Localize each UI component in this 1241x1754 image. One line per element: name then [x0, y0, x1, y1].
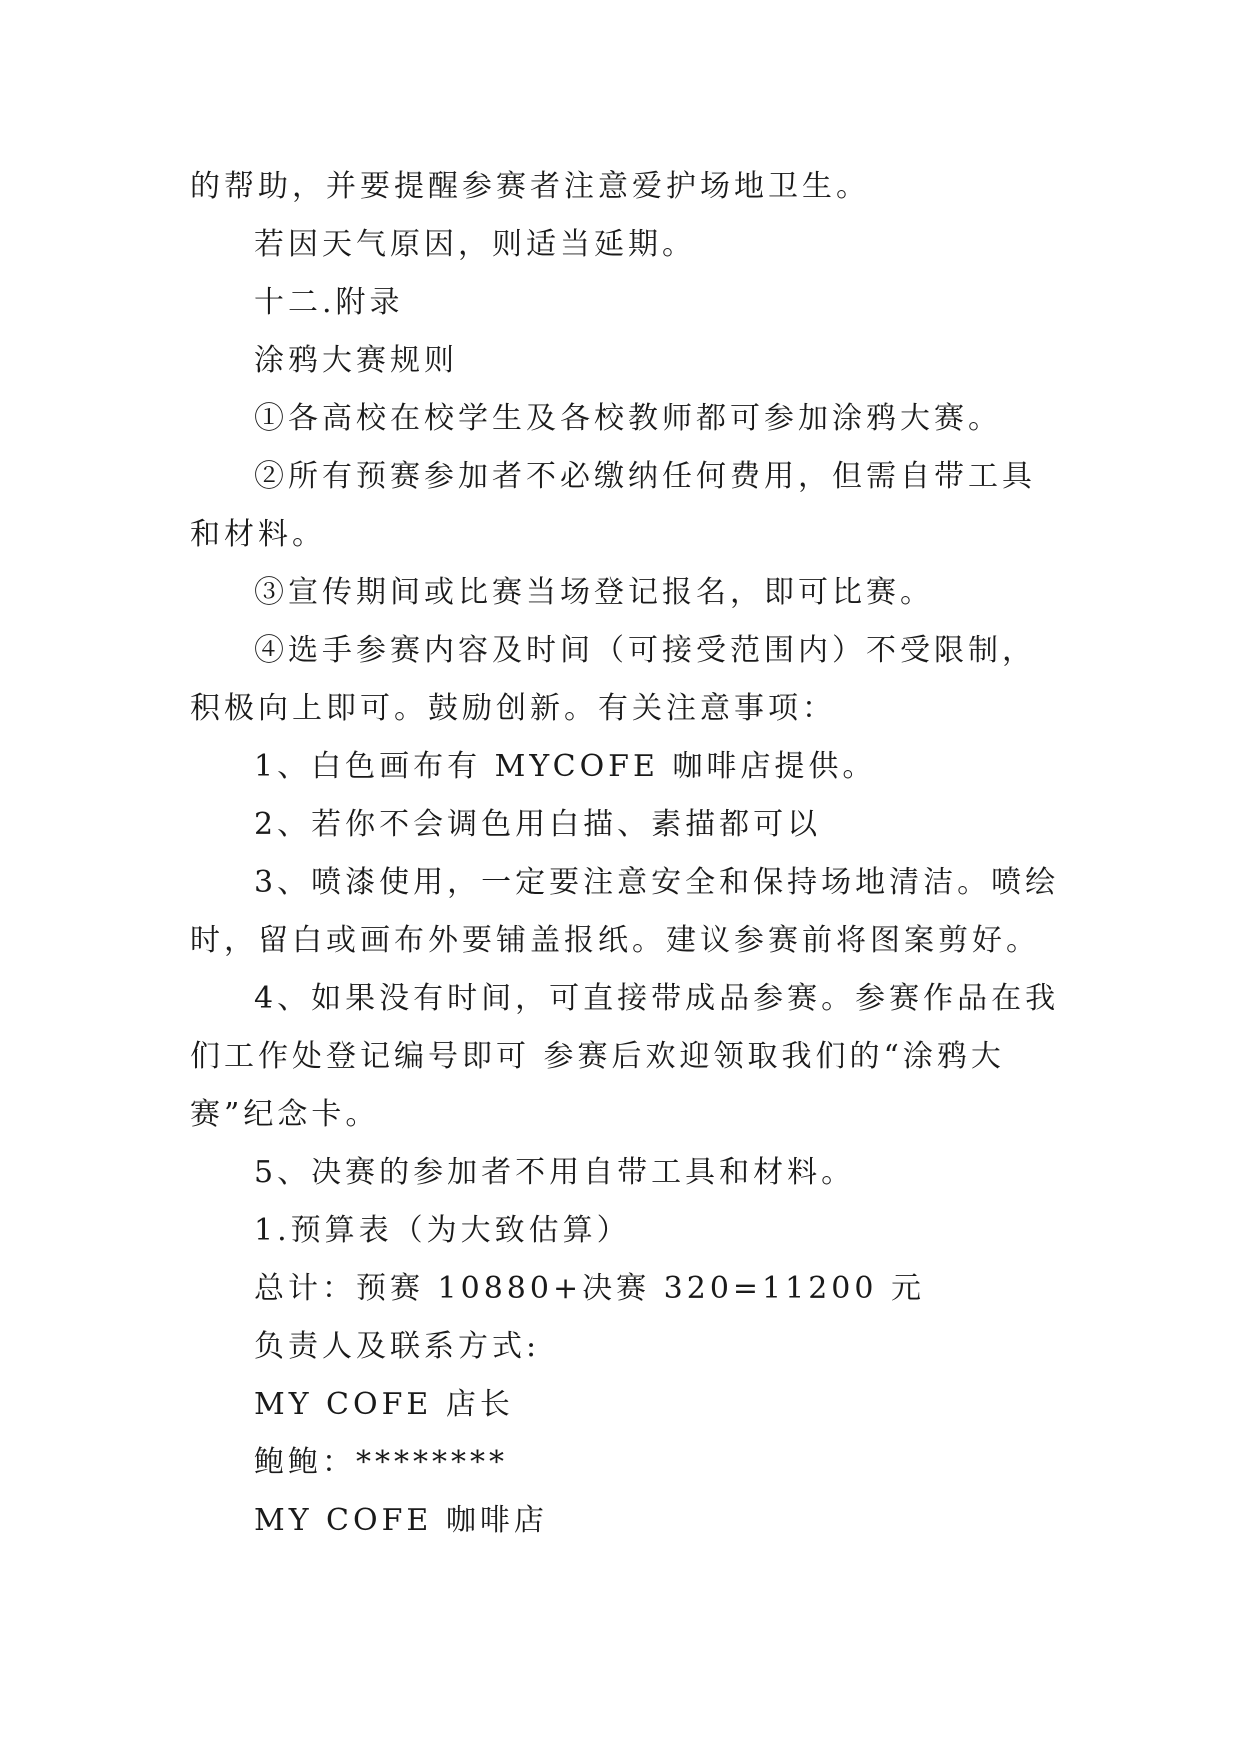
paragraph-continuation: 的帮助，并要提醒参赛者注意爱护场地卫生。 — [190, 169, 870, 204]
note-item-4: 4、如果没有时间，可直接带成品参赛。参赛作品在我们工作处登记编号即可 参赛后欢迎领取我们的“涂鸦大赛”纪念卡。 — [190, 981, 1060, 1132]
note-item-1: 1、白色画布有 MYCOFE 咖啡店提供。 — [254, 749, 877, 784]
budget-total: 总计：预赛 10880+决赛 320=11200 元 — [254, 1271, 926, 1306]
contact-phone: 鲍鲍：******** — [254, 1445, 508, 1480]
contact-shop: MY COFE 咖啡店 — [254, 1503, 548, 1538]
rule-item-2: ②所有预赛参加者不必缴纳任何费用，但需自带工具和材料。 — [190, 459, 1036, 552]
section-heading-appendix: 十二.附录 — [254, 285, 404, 320]
budget-heading: 1.预算表（为大致估算） — [254, 1213, 631, 1248]
contact-role: MY COFE 店长 — [254, 1387, 514, 1422]
subheading-rules: 涂鸦大赛规则 — [254, 343, 458, 378]
note-item-5: 5、决赛的参加者不用自带工具和材料。 — [254, 1155, 856, 1190]
paragraph-weather-note: 若因天气原因，则适当延期。 — [254, 227, 696, 262]
rule-item-3: ③宣传期间或比赛当场登记报名，即可比赛。 — [254, 575, 934, 610]
contact-heading: 负责人及联系方式: — [254, 1329, 541, 1364]
rule-item-4: ④选手参赛内容及时间（可接受范围内）不受限制，积极向上即可。鼓励创新。有关注意事项： — [190, 633, 1036, 726]
rule-item-1: ①各高校在校学生及各校教师都可参加涂鸦大赛。 — [254, 401, 1002, 436]
note-item-3: 3、喷漆使用，一定要注意安全和保持场地清洁。喷绘时，留白或画布外要铺盖报纸。建议参赛前将图案剪好。 — [190, 865, 1060, 958]
note-item-2: 2、若你不会调色用白描、素描都可以 — [254, 807, 822, 842]
document-body — [190, 158, 1060, 1550]
